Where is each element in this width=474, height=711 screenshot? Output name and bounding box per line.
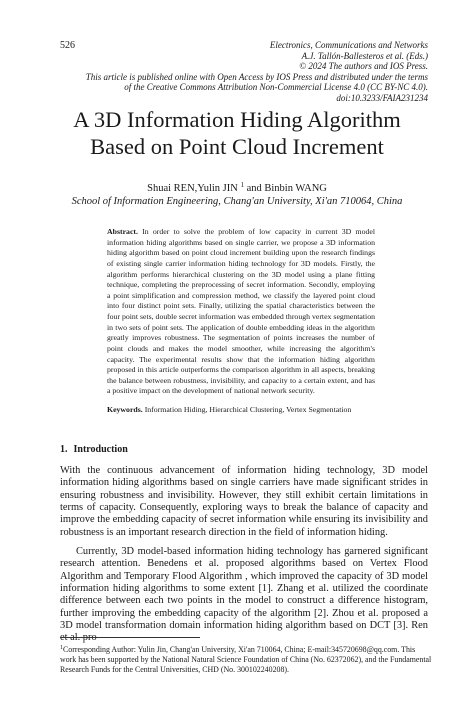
abstract-text: In order to solve the problem of low capacity in current 3D model information hiding algorithms based on single carrier, we propose a 3D information hiding algorithm based on point cloud increment building upon the research findings of existing single carrier information hiding technology for 3D models. Firstly, the algorithm performs hierarchical clustering on the 3D model using a plane fitting technique, completing the preprocessing of secret information. Secondly, employing a point simplification and compression method, we classify the layered point cloud into four distinct point sets. Finally, utilizing the spatial characteristics between the four point sets, double secret information was embedded through vertex segmentation in two sets of point sets. The application of double embedding ideas in the algorithm greatly improves robustness. The segmentation of points increases the number of point clouds and makes the model smoother, while increasing the algorithm's capacity. The experimental results show that the information hiding algorithm proposed in this article outperforms the comparison algorithm in all aspects, breaking the balance between robustness, invisibility, and capacity to a certain extent, and has a positive impact on the development of national network security. [107,227,375,396]
journal-name: Electronics, Communications and Networks [269,40,428,50]
footnote-text: Corresponding Author: Yulin Jin, Chang'an University, Xi'an 710064, China; E-mail:345720698@qq.com. This work has been supported by the National Natural Science Foundation of China (No. 62372062), and the Fundamental Research Funds for the Central Universities, CHD (No. 300102240208). [60,645,432,675]
section-number: 1. [60,444,68,455]
page-number: 526 [60,40,75,51]
affiliation: School of Information Engineering, Chang'an University, Xi'an 710064, China [71,196,403,207]
section-title: Introduction [73,444,128,455]
footnote-mark: 1 [60,645,63,651]
doi-line: doi:10.3233/FAIA231234 [336,92,428,103]
author-list [30,181,444,194]
keywords [107,405,407,414]
body-paragraph-2: Currently, 3D model-based information hiding technology has garnered significant research attention. Benedens et al. proposed algorithms based on Vertex Flood Algorithm and Temporary Flood Algorithm , which improved the capacity of 3D model information hiding algorithms to some extent [1]. Zhang et al. utilized the coordinate difference between each two points in the model to construct a difference histogram, further improving the embedding capacity of the algorithm [2]. Zhou et al. proposed a 3D model transformation domain information hiding algorithm based on DCT [3]. Ren et al. pro- [60,546,428,644]
keywords-label: Keywords. [107,405,143,414]
section-heading [60,444,128,455]
title-line-2: Based on Point Cloud Increment [90,134,384,159]
footnote-rule [60,637,200,638]
editors-line: A.J. Tallón-Ballesteros et al. (Eds.) [301,50,428,61]
abstract-label: Abstract. [107,227,138,236]
title-line-1: A 3D Information Hiding Algorithm [73,107,401,132]
license-line-1: This article is published online with Open Access by IOS Press and distributed under the terms [85,71,428,82]
keywords-text: Information Hiding, Hierarchical Clustering, Vertex Segmentation [144,405,352,414]
abstract [107,227,375,397]
paper-title [30,106,444,160]
copyright-line: © 2024 The authors and IOS Press. [299,61,428,72]
publication-header [48,40,428,104]
license-line-2: of the Creative Commons Attribution Non-Commercial License 4.0 (CC BY-NC 4.0). [124,82,428,93]
body-paragraph-1: With the continuous advancement of information hiding technology, 3D model information hiding algorithms based on single carriers have made significant strides in ensuring robustness and invisibility. However, they still exhibit certain limitations in terms of capacity. Consequently, exploring ways to break the balance of capacity and improve the embedding capacity of secret information while ensuring its invisibility and robustness is an important research direction in the field of information hiding. [60,465,428,538]
author-footnote-mark: 1 [240,181,244,189]
author-names-last: and Binbin WANG [246,183,327,194]
author-names-first: Shuai REN,Yulin JIN [147,183,238,194]
footnote [60,643,432,675]
